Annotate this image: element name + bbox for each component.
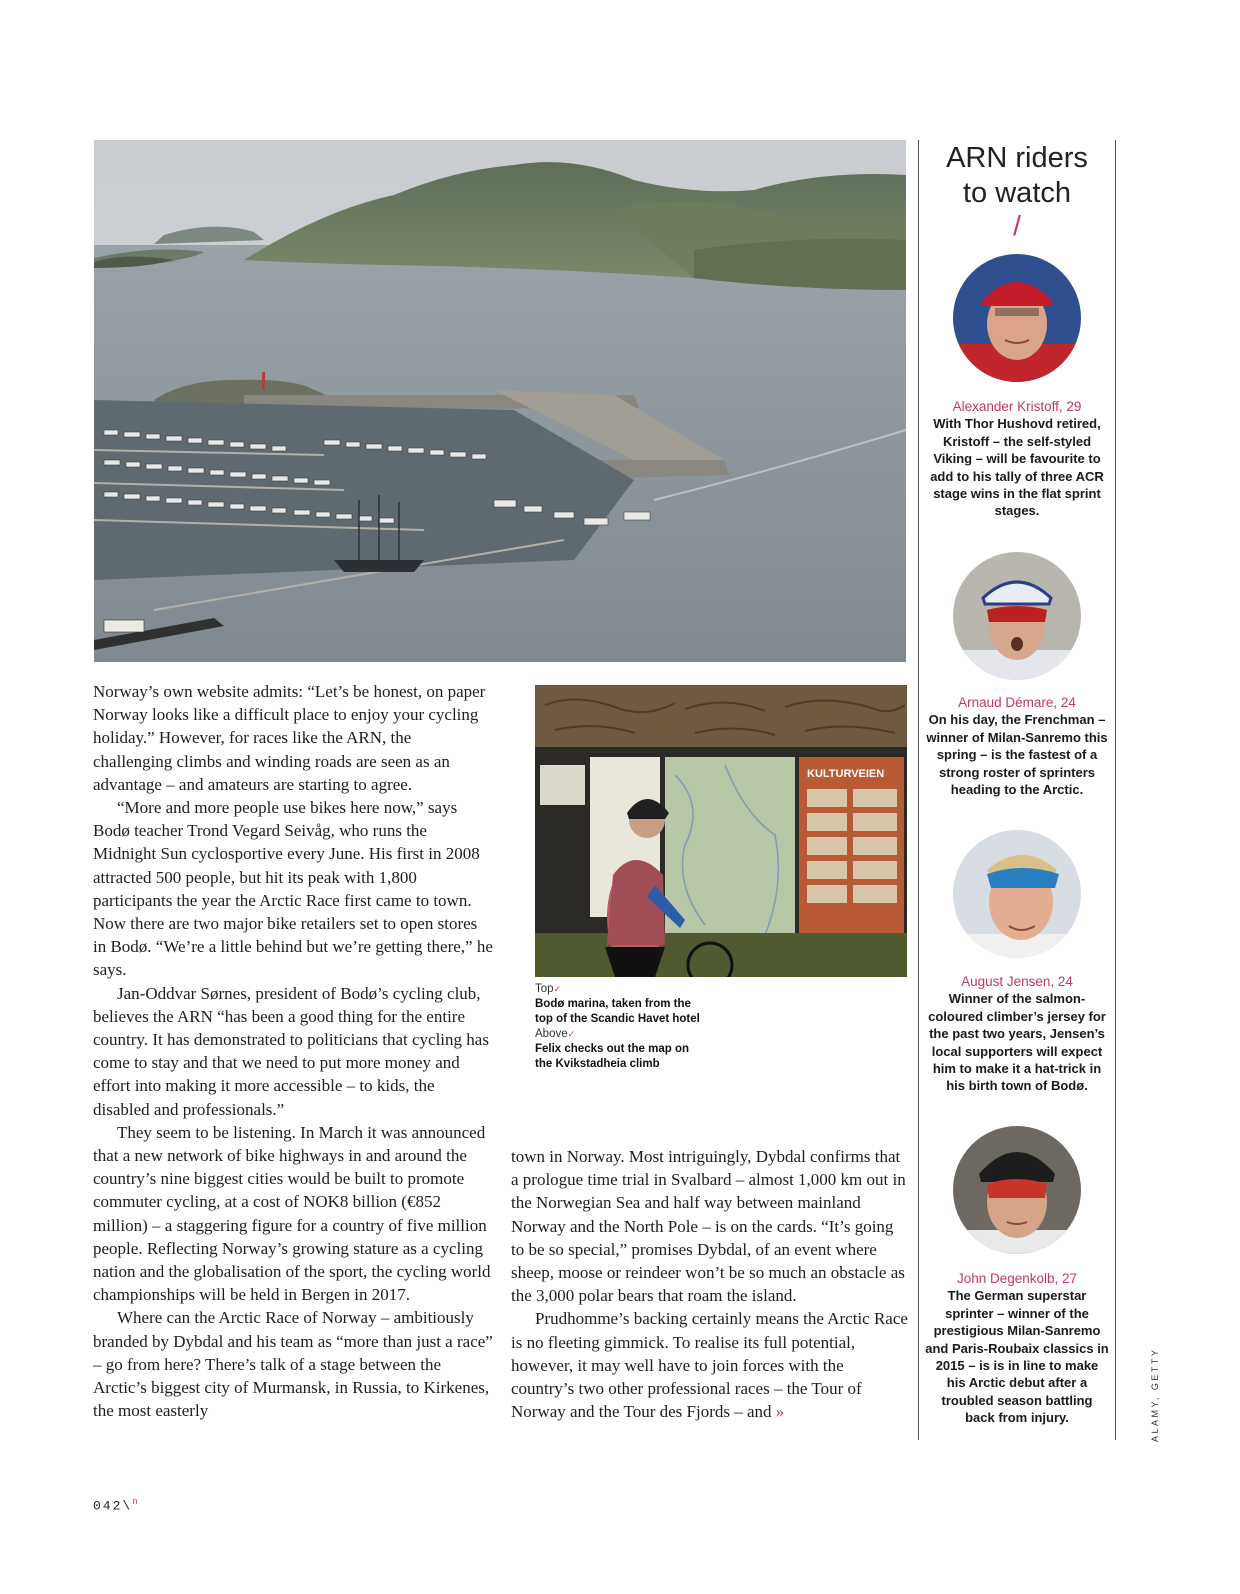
rider-portrait-degenkolb — [953, 1126, 1081, 1254]
rider-desc: On his day, the Frenchman – winner of Milan-Sanremo this spring – is the fastest of a strong roster of sprinters heading to the Arctic. — [926, 712, 1108, 798]
folio-mark: n — [132, 1497, 140, 1507]
rider-card — [925, 694, 1109, 798]
caption-top-label: Top✓ — [535, 983, 562, 995]
rider-portrait-jensen — [953, 830, 1081, 958]
caption-above-text: Felix checks out the map on the Kvikstadheia climb — [535, 1043, 690, 1070]
rider-card — [925, 973, 1109, 1095]
marina-photo — [94, 140, 906, 662]
continue-mark: » — [775, 1402, 785, 1422]
photo-captions — [535, 982, 705, 1072]
caption-top-text: Bodø marina, taken from the top of the Scandic Havet hotel — [535, 998, 700, 1025]
rider-name: Arnaud Démare, 24 — [958, 695, 1076, 710]
rider-name: John Degenkolb, 27 — [956, 1271, 1078, 1286]
cyclist-map-photo — [535, 685, 907, 977]
article-column-1 — [93, 680, 493, 1423]
page-folio — [93, 1497, 140, 1513]
sidebar-rule-left — [918, 140, 919, 1440]
sidebar-slash: / — [1013, 210, 1021, 241]
article-paragraph: Norway’s own website admits: “Let’s be honest, on paper Norway looks like a difficult place to enjoy your cycling holiday.” However, for races like the ARN, the challenging climbs and winding roads are seen as an advantage – and amateurs are starting to agree. — [93, 682, 486, 794]
sidebar-title: ARN riders to watch — [946, 142, 1088, 209]
rider-name: August Jensen, 24 — [961, 974, 1073, 989]
rider-card — [925, 1270, 1109, 1427]
article-paragraph: Jan-Oddvar Sørnes, president of Bodø’s cycling club, believes the ARN “has been a good thing for the entire country. It has demonstrated to politicians that cycling has come to stay and that we need to put more money and effort into making it more accessible – to kids, the disabled and professionals.” — [93, 983, 489, 1119]
rider-card — [925, 398, 1109, 520]
map-sign-title: KULTURVEIEN — [807, 768, 885, 780]
article-paragraph: town in Norway. Most intriguingly, Dybdal confirms that a prologue time trial in Svalbard – almost 1,000 km out in the Norwegian Sea and half way between mainland Norway and the North Pole – is on the cards. “It’s going to be so special,” promises Dybdal, of an event where sheep, moose or reindeer won’t be so much an obstacle as the 3,000 polar bears that roam the island. — [511, 1147, 906, 1306]
rider-portrait-demare — [953, 552, 1081, 680]
rider-portrait-kristoff — [953, 254, 1081, 382]
rider-desc: The German superstar sprinter – winner of the prestigious Milan-Sanremo and Paris-Roubaix classics in 2015 – is is in line to make his Arctic debut after a troubled season battling back from injury. — [925, 1288, 1109, 1426]
article-paragraph: Prudhomme’s backing certainly means the Arctic Race is no fleeting gimmick. To realise its full potential, however, it may well have to join forces with the country’s two other professional races – the Tour of Norway and the Tour des Fjords – and » — [511, 1309, 908, 1422]
photo-credit: ALAMY, GETTY — [1150, 1347, 1160, 1442]
rider-desc: With Thor Hushovd retired, Kristoff – the self-styled Viking – will be favourite to add to his tally of three ACR stage wins in the flat sprint stages. — [930, 416, 1104, 519]
article-column-2 — [511, 1145, 909, 1423]
rider-desc: Winner of the salmon-coloured climber’s jersey for the past two years, Jensen’s local supporters will expect him to make it a hat-trick in his birth town of Bodø. — [928, 991, 1106, 1094]
sidebar-rule-right — [1115, 140, 1116, 1440]
article-paragraph: They seem to be listening. In March it was announced that a new network of bike highways in and around the country’s nine biggest cities would be built to promote commuter cycling, at a cost of NOK8 billion (€852 million) – a staggering figure for a country of five million people. Reflecting Norway’s growing stature as a cycling nation and the globalisation of the sport, the cycling world championships will be held in Bergen in 2017. — [93, 1122, 491, 1305]
rider-name: Alexander Kristoff, 29 — [952, 399, 1082, 414]
page-number: 042\ — [93, 1498, 133, 1514]
article-paragraph: “More and more people use bikes here now,” says Bodø teacher Trond Vegard Seivåg, who runs the Midnight Sun cyclosportive every June. His first in 2008 attracted 500 people, but hit its peak with 1,800 participants the year the Arctic Race first came to town. Now there are two major bike retailers set to open stores in Bodø. “We’re a little behind but we’re getting there,” he says. — [93, 798, 493, 980]
article-paragraph: Where can the Arctic Race of Norway – ambitiously branded by Dybdal and his team as “more than just a race” – go from here? There’s talk of a stage between the Arctic’s biggest city of Murmansk, in Russia, to Kirkenes, the most easterly — [93, 1308, 493, 1421]
caption-above-label: Above✓ — [535, 1028, 576, 1040]
